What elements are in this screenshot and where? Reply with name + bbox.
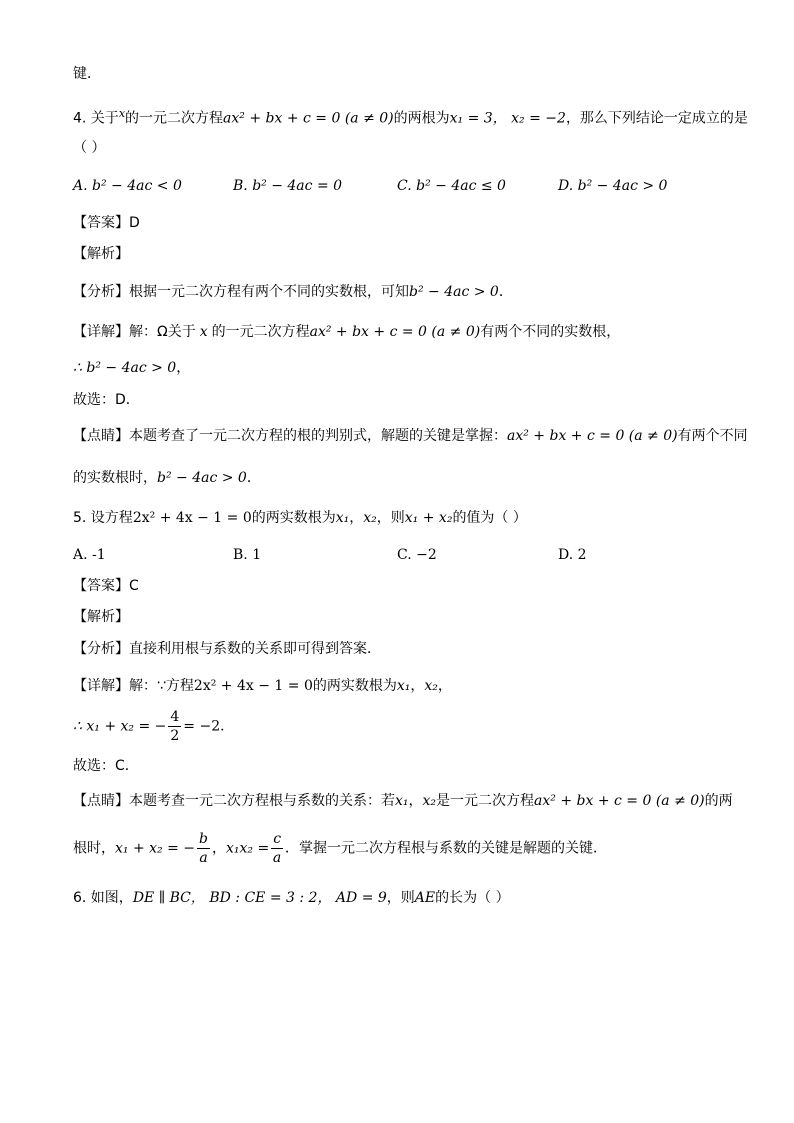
text-fragment: ， bbox=[408, 793, 423, 809]
root-x1: x₁ bbox=[335, 510, 350, 526]
text-fragment: 的两 bbox=[704, 793, 733, 809]
fraction-denominator: a bbox=[199, 850, 208, 866]
option-b: B. b² − 4ac = 0 bbox=[233, 178, 343, 194]
text-fragment: 【分析】根据一元二次方程有两个不同的实数根，可知 bbox=[73, 284, 409, 300]
text-fragment: ， bbox=[410, 678, 425, 694]
text-fragment: 【点睛】本题考查了一元二次方程的根的判别式，解题的关键是掌握： bbox=[73, 428, 507, 444]
question-4-stem bbox=[73, 104, 748, 129]
answer-label: 【答案】D bbox=[73, 215, 140, 231]
text-fragment: 的两实数根为 bbox=[251, 510, 336, 526]
option-b: B. 1 bbox=[233, 547, 262, 563]
quadratic-equation: ax² + bx + c = 0 (a ≠ 0) bbox=[534, 793, 705, 809]
text-fragment: 的值为（ ） bbox=[452, 510, 527, 526]
root-x2: x₂ bbox=[363, 510, 377, 526]
text-fragment: 【详解】解： bbox=[73, 324, 157, 340]
fraction bbox=[168, 708, 181, 745]
root-x2: x₂ bbox=[422, 793, 437, 809]
fraction-denominator: a bbox=[272, 850, 282, 866]
discriminant-expression: b² − 4ac > 0 bbox=[157, 470, 247, 486]
text-fragment: 的长为（ ） bbox=[435, 890, 510, 906]
detail-text bbox=[73, 676, 452, 696]
sum-formula: x₁ + x₂ = − bbox=[115, 840, 196, 857]
text-fragment: 根时， bbox=[73, 840, 115, 857]
text-fragment: ， bbox=[211, 840, 226, 857]
question-number: 5. 设方程 bbox=[73, 510, 133, 526]
text-fragment: 有两个不同的实数根， bbox=[480, 324, 621, 340]
discriminant-expression: b² − 4ac > 0 bbox=[409, 284, 499, 300]
variable-x: x bbox=[118, 107, 126, 120]
question-5-stem bbox=[73, 508, 527, 528]
text-fragment: 【详解】解：∵方程 bbox=[73, 678, 194, 694]
text-fragment: 的实数根时， bbox=[73, 470, 157, 486]
option-c: C. b² − 4ac ≤ 0 bbox=[397, 178, 506, 194]
answer-label: 【答案】C bbox=[73, 578, 139, 594]
quadratic-equation: ax² + bx + c = 0 (a ≠ 0) bbox=[309, 324, 481, 340]
fraction-numerator: b bbox=[199, 831, 208, 847]
fraction-numerator: 4 bbox=[170, 709, 180, 725]
text-fragment: 有两个不同 bbox=[677, 428, 748, 444]
root-x2: x₂ bbox=[424, 678, 438, 694]
text-fragment: 【点睛】本题考查一元二次方程根与系数的关系：若 bbox=[73, 793, 395, 809]
text-fragment: ， bbox=[176, 360, 191, 376]
equation: 2x² + 4x − 1 = 0 bbox=[193, 678, 313, 694]
quadratic-equation: ax² + bx + c = 0 (a ≠ 0) bbox=[223, 110, 394, 127]
option-d: D. b² − 4ac > 0 bbox=[558, 178, 668, 194]
text-fragment: 是一元二次方程 bbox=[436, 793, 535, 809]
therefore-line bbox=[73, 358, 190, 378]
text-fragment: 的两实数根为 bbox=[312, 678, 397, 694]
therefore-line bbox=[73, 708, 234, 745]
analysis-heading: 【解析】 bbox=[73, 609, 129, 625]
root-x1: x₁ bbox=[395, 793, 409, 809]
option-a: A. b² − 4ac < 0 bbox=[73, 178, 182, 194]
choice-line: 故选：C． bbox=[73, 758, 139, 774]
quadratic-equation: ax² + bx + c = 0 (a ≠ 0) bbox=[507, 428, 678, 444]
option-a: A. -1 bbox=[73, 547, 106, 563]
text-fragment: ，那么下列结论一定成立的是 bbox=[565, 110, 748, 127]
variable-x: x bbox=[199, 324, 208, 340]
text-fragment: ， bbox=[437, 678, 452, 694]
sum-expression: x₁ + x₂ bbox=[404, 510, 453, 526]
text-fragment: 的两根为 bbox=[393, 110, 450, 127]
continued-text bbox=[73, 64, 101, 84]
option-c: C. −2 bbox=[397, 547, 437, 563]
detail-text bbox=[73, 322, 620, 342]
fraction-denominator: 2 bbox=[170, 728, 180, 744]
text-fragment: 的一元二次方程 bbox=[125, 110, 224, 127]
comment-text-continued bbox=[73, 468, 261, 488]
question-6-stem bbox=[73, 888, 510, 908]
fraction bbox=[197, 830, 210, 867]
text-fragment: ． bbox=[246, 470, 261, 486]
analysis-text bbox=[73, 282, 513, 302]
equation: 2x² + 4x − 1 = 0 bbox=[132, 510, 252, 526]
text-fragment: ．掌握一元二次方程根与系数的关键是解题的关键． bbox=[285, 840, 608, 857]
question-number: 4. 关于 bbox=[73, 110, 119, 127]
result-value: = −2 bbox=[183, 718, 221, 735]
text-fragment: ． bbox=[220, 718, 235, 735]
comment-text bbox=[73, 426, 748, 446]
question-4-paren bbox=[73, 138, 105, 158]
answer-blank: （ ） bbox=[73, 140, 106, 156]
text-fragment: 关于 bbox=[167, 324, 196, 340]
segment-ae: AE bbox=[414, 890, 436, 906]
text-fragment: ． bbox=[498, 284, 513, 300]
root-x1: x₁ bbox=[396, 678, 411, 694]
condition-expression: DE ∥ BC， BD : CE = 3 : 2， AD = 9 bbox=[132, 890, 387, 906]
sum-expression: ∴ x₁ + x₂ = − bbox=[73, 718, 167, 735]
text-fragment: ， bbox=[349, 510, 364, 526]
text-fragment: ，则 bbox=[386, 890, 415, 906]
product-formula: x₁x₂ = bbox=[225, 840, 270, 857]
comment-text-continued bbox=[73, 830, 607, 867]
text-fragment: ，则 bbox=[376, 510, 405, 526]
roots-expression: x₁ = 3， x₂ = −2 bbox=[449, 110, 566, 127]
because-symbol: Ω bbox=[157, 324, 168, 340]
choice-line: 故选：D． bbox=[73, 392, 140, 408]
text-fragment: 的一元二次方程 bbox=[211, 324, 310, 340]
discriminant-expression: ∴ b² − 4ac > 0 bbox=[73, 360, 177, 376]
text-fragment: 键． bbox=[73, 66, 101, 82]
fraction-numerator: c bbox=[273, 831, 282, 847]
comment-text bbox=[73, 791, 733, 811]
option-d: D. 2 bbox=[558, 547, 587, 563]
fraction bbox=[271, 830, 283, 867]
analysis-text: 【分析】直接利用根与系数的关系即可得到答案． bbox=[73, 641, 381, 657]
analysis-heading: 【解析】 bbox=[73, 246, 129, 262]
question-number: 6. 如图， bbox=[73, 890, 133, 906]
